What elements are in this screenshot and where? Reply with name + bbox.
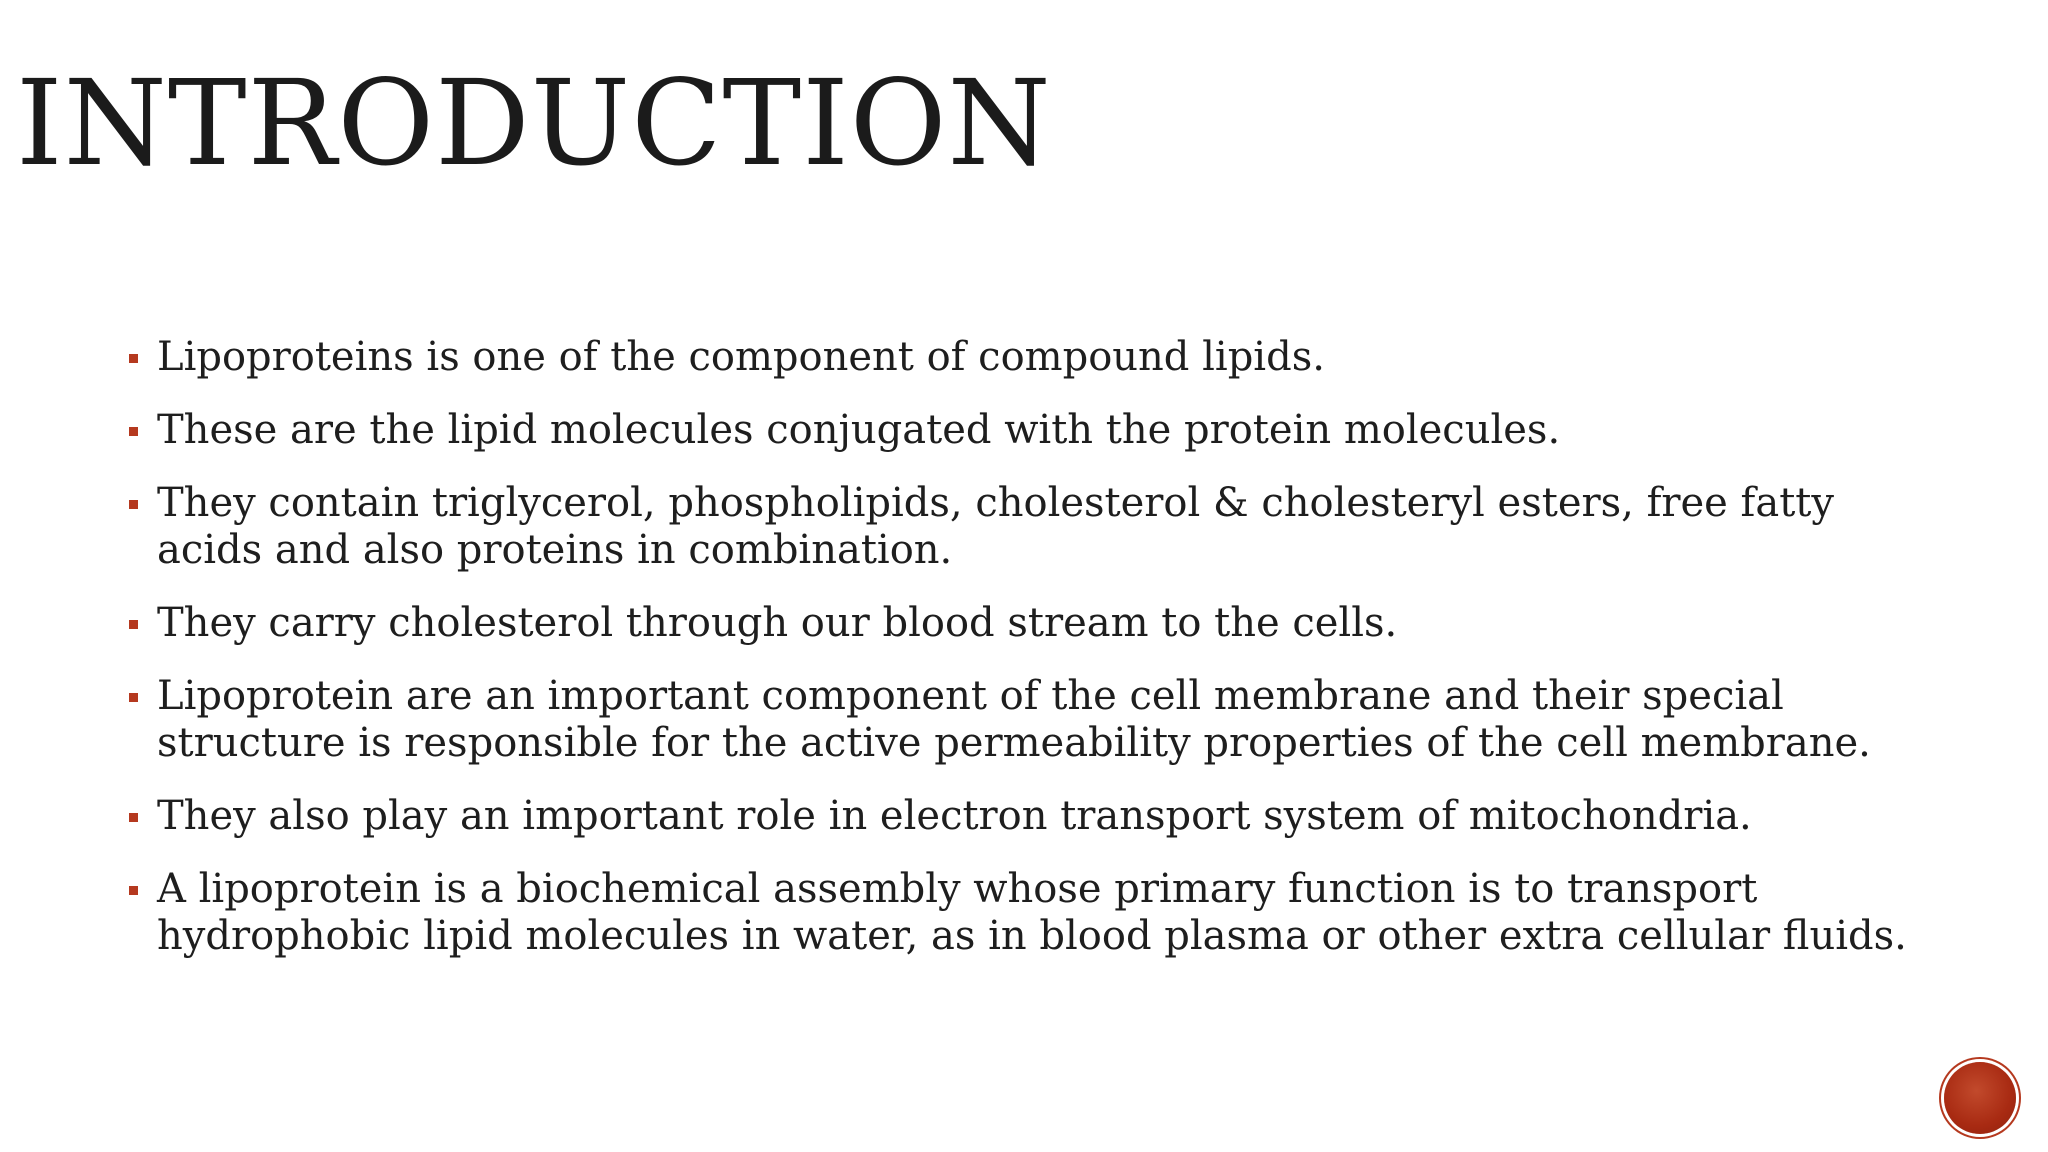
circle-nav-button[interactable] bbox=[1944, 1062, 2016, 1134]
bullet-item bbox=[125, 334, 1925, 381]
square-bullet-icon bbox=[129, 620, 138, 629]
slide-title: INTRODUCTION bbox=[16, 54, 1052, 192]
bullet-item bbox=[125, 480, 1925, 574]
square-bullet-icon bbox=[129, 693, 138, 702]
bullet-text: They contain triglycerol, phospholipids, cholesterol & cholesteryl esters, free fatty acids and also proteins in combination. bbox=[157, 480, 1834, 573]
bullet-list bbox=[125, 334, 1925, 986]
bullet-item bbox=[125, 866, 1925, 960]
bullet-text: They carry cholesterol through our blood stream to the cells. bbox=[157, 600, 1398, 646]
square-bullet-icon bbox=[129, 886, 138, 895]
bullet-item bbox=[125, 673, 1925, 767]
bullet-item bbox=[125, 793, 1925, 840]
bullet-item bbox=[125, 600, 1925, 647]
bullet-text: They also play an important role in electron transport system of mitochondria. bbox=[157, 793, 1752, 839]
bullet-text: These are the lipid molecules conjugated with the protein molecules. bbox=[157, 407, 1561, 453]
square-bullet-icon bbox=[129, 813, 138, 822]
bullet-text: A lipoprotein is a biochemical assembly whose primary function is to transport hydrophobic lipid molecules in water, as in blood plasma or other extra cellular fluids. bbox=[157, 866, 1907, 959]
square-bullet-icon bbox=[129, 427, 138, 436]
square-bullet-icon bbox=[129, 500, 138, 509]
bullet-text: Lipoproteins is one of the component of compound lipids. bbox=[157, 334, 1325, 380]
bullet-text: Lipoprotein are an important component of the cell membrane and their special structure is responsible for the active permeability properties of the cell membrane. bbox=[157, 673, 1871, 766]
square-bullet-icon bbox=[129, 354, 138, 363]
bullet-item bbox=[125, 407, 1925, 454]
